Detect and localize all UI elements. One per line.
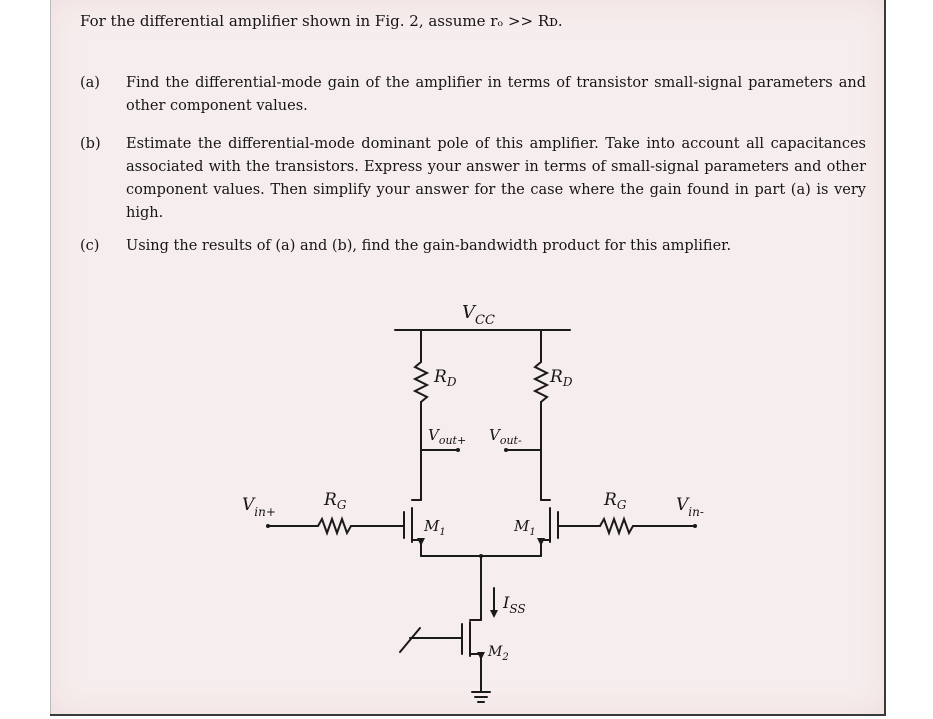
rd-right-resistor (535, 362, 547, 402)
rd-left-resistor (415, 362, 427, 402)
rd-right-label: $R_D$ (550, 367, 573, 389)
iss-arrow-head (490, 610, 498, 618)
common-source-dot (479, 554, 483, 558)
m1-left-label: $M_1$ (424, 517, 446, 538)
rg-right-label: $R_G$ (604, 490, 627, 512)
vcc-label: $V_{CC}$ (462, 302, 495, 328)
question-b-text: Estimate the differential-mode dominant pole of this amplifier. Take into account all capacitances associated with the transistors. Express your answer in terms of small-signal parameters and other component values. Then simplify your answer for the case where the gain found in part (a) is very high. (126, 136, 866, 221)
rg-right-resistor (600, 519, 633, 533)
m2-bias-slash (400, 628, 420, 652)
m1-right-source-arrow (537, 538, 545, 546)
vin-plus-label: $V_{in+}$ (242, 495, 276, 519)
vout-minus-terminal (504, 448, 508, 452)
question-c-text: Using the results of (a) and (b), find the gain-bandwidth product for this amplifier. (126, 238, 732, 254)
m1-right-label: $M_1$ (514, 517, 536, 538)
question-c-tag: (c) (80, 238, 100, 254)
question-b-tag: (b) (80, 136, 101, 152)
question-a-text: Find the differential-mode gain of the amplifier in terms of transistor small-signal parameters and other component values. (126, 75, 866, 114)
vin-minus-label: $V_{in-}$ (676, 495, 704, 519)
m2-label: $M_2$ (488, 644, 509, 663)
m2-source-arrow (477, 652, 485, 660)
vout-plus-terminal (456, 448, 460, 452)
question-a-tag: (a) (80, 75, 100, 91)
rg-left-label: $R_G$ (324, 490, 347, 512)
rd-left-label: $R_D$ (434, 367, 457, 389)
m1-left-source-arrow (417, 538, 425, 546)
iss-label: $I_{SS}$ (503, 593, 526, 616)
problem-intro: For the differential amplifier shown in Fig. 2, assume rₒ >> Rᴅ. (80, 12, 563, 30)
vin-minus-terminal (693, 524, 697, 528)
vout-plus-label: $V_{out+}$ (428, 426, 467, 447)
rg-left-resistor (318, 519, 351, 533)
vin-plus-terminal (266, 524, 270, 528)
vout-minus-label: $V_{out-}$ (489, 426, 522, 447)
